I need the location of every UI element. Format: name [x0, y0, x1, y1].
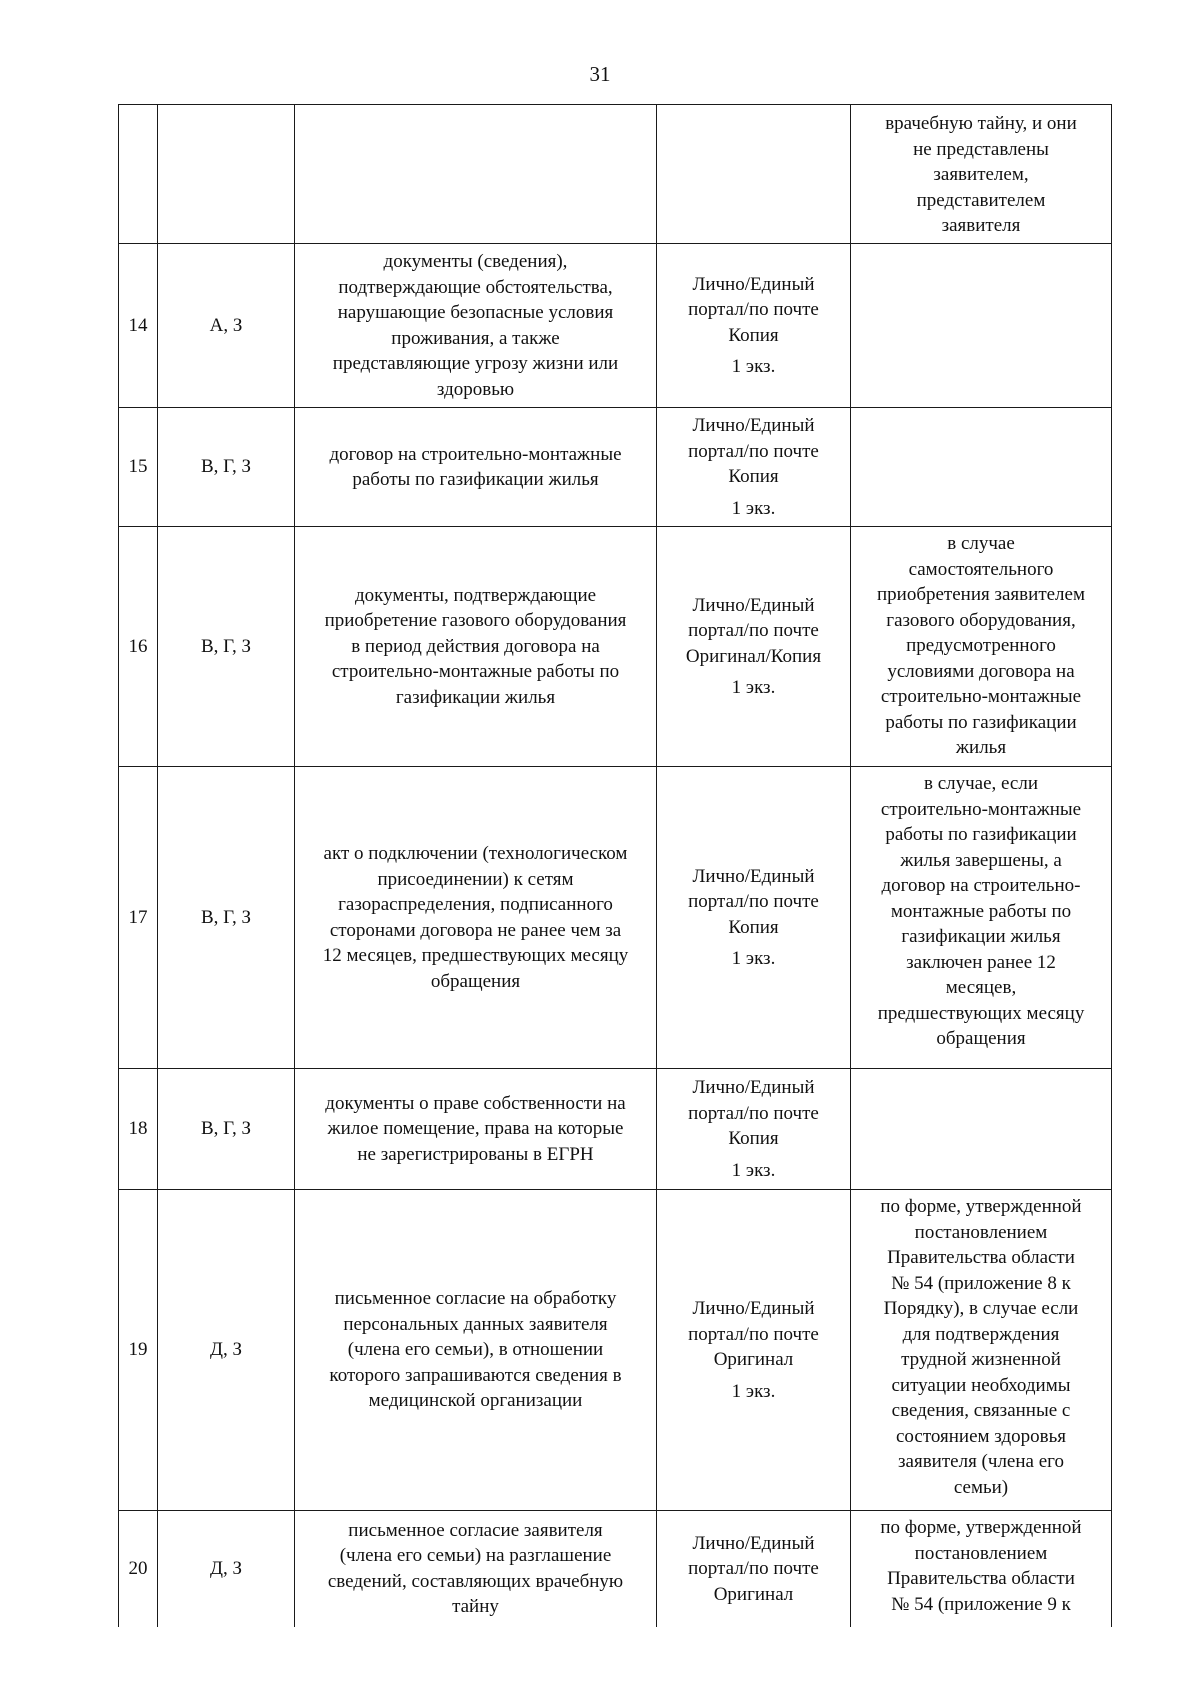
note-line: договор на строительно- [881, 875, 1081, 896]
submission-method-cell [657, 527, 851, 767]
copies-count: 1 экз. [731, 677, 776, 698]
document-name-line: приобретение газового оборудования [324, 610, 627, 632]
row-number-cell: 20 [119, 1511, 158, 1627]
document-name-line: тайну [452, 1596, 499, 1618]
submission-method-line: портал/по почте [688, 1323, 819, 1345]
note-line: газового оборудования, [886, 609, 1076, 631]
document-name-line: обращения [430, 970, 521, 992]
table-row [119, 1069, 1112, 1190]
note-cell [851, 105, 1112, 244]
note-cell [851, 767, 1112, 1069]
submission-method-line: Копия [728, 1128, 779, 1149]
note-line: работы по газификации [885, 824, 1077, 845]
submission-method-cell [657, 244, 851, 408]
document-name-line: письменное согласие на обработку [334, 1288, 617, 1310]
document-name-line: представляющие угрозу жизни или [332, 353, 619, 374]
submission-method-line: Лично/Единый [692, 415, 815, 436]
document-name-line: медицинской организации [368, 1390, 583, 1412]
note-line: заявителя (члена его [898, 1451, 1064, 1472]
submission-method-line: Лично/Единый [692, 1298, 815, 1319]
submission-method-line: Лично/Единый [692, 1532, 815, 1554]
note-cell [851, 1511, 1112, 1627]
document-name-line: документы (сведения), [383, 251, 568, 272]
submission-method-line: портал/по почте [688, 1102, 819, 1124]
category-cell: Д, З [158, 1511, 295, 1627]
document-name-line: подтверждающие обстоятельства, [338, 276, 613, 298]
document-name-cell [295, 767, 657, 1069]
submission-method-line: Копия [728, 466, 779, 487]
row-number-cell: 14 [119, 244, 158, 408]
submission-method-cell [657, 1069, 851, 1190]
row-number-cell: 19 [119, 1190, 158, 1511]
table-row [119, 408, 1112, 527]
note-line: № 54 (приложение 8 к [891, 1272, 1071, 1294]
note-line: жилья завершены, а [900, 849, 1062, 871]
category-cell: В, Г, З [158, 767, 295, 1069]
submission-method-line: Лично/Единый [692, 594, 815, 616]
note-line: Порядку), в случае если [883, 1298, 1079, 1319]
document-name-line: письменное согласие заявителя [348, 1519, 603, 1541]
document-name-line: жилое помещение, права на которые [327, 1118, 624, 1140]
category-cell: А, З [158, 244, 295, 408]
submission-method-line: портал/по почте [688, 620, 819, 641]
submission-method-cell [657, 767, 851, 1069]
copies-count: 1 экз. [731, 1380, 776, 1402]
table-row [119, 244, 1112, 408]
submission-method-line: портал/по почте [688, 299, 819, 320]
document-name-cell [295, 527, 657, 767]
note-line: представителем [916, 189, 1046, 211]
note-line: по форме, утвержденной [880, 1196, 1082, 1217]
copies-count: 1 экз. [731, 948, 776, 969]
note-line: работы по газификации [885, 711, 1077, 733]
submission-method-line: портал/по почте [688, 891, 819, 912]
note-line: постановлением [914, 1542, 1048, 1564]
document-name-cell [295, 408, 657, 527]
copies-count: 1 экз. [731, 497, 776, 519]
note-cell [851, 408, 1112, 527]
document-name-cell [295, 1511, 657, 1627]
document-name-line: сторонами договора не ранее чем за [329, 919, 622, 941]
document-name-line: персональных данных заявителя [343, 1313, 608, 1335]
table-body [119, 105, 1112, 1627]
submission-method-line: Оригинал [713, 1583, 794, 1605]
document-name-line: проживания, а также [391, 327, 560, 349]
table-row [119, 1190, 1112, 1511]
submission-method-line: портал/по почте [688, 440, 819, 462]
note-line: врачебную тайну, и они [885, 113, 1077, 135]
document-name-cell [295, 244, 657, 408]
note-cell [851, 1190, 1112, 1511]
document-name-line: газораспределения, подписанного [338, 894, 613, 915]
submission-method-line: Лично/Единый [692, 1077, 815, 1098]
note-line: в случае, если [923, 773, 1039, 794]
submission-method-line: Лично/Единый [692, 865, 815, 887]
note-cell [851, 527, 1112, 767]
copies-count: 1 экз. [731, 356, 776, 377]
submission-method-line: Оригинал/Копия [685, 645, 822, 667]
page-number: 31 [589, 62, 611, 86]
table-row [119, 105, 1112, 244]
submission-method-line: Оригинал [713, 1349, 794, 1370]
note-line: Правительства области [887, 1568, 1075, 1589]
note-line: сведения, связанные с [891, 1400, 1071, 1421]
note-line: монтажные работы по [890, 900, 1072, 922]
document-name-line: документы, подтверждающие [354, 584, 597, 606]
table-row [119, 767, 1112, 1069]
category-cell: Д, З [158, 1190, 295, 1511]
note-line: самостоятельного [908, 558, 1054, 580]
row-number-cell: 17 [119, 767, 158, 1069]
table-row [119, 527, 1112, 767]
document-name-line: присоединении) к сетям [377, 868, 574, 890]
note-line: для подтверждения [902, 1323, 1060, 1345]
row-number-cell: 18 [119, 1069, 158, 1190]
note-cell [851, 1069, 1112, 1190]
category-cell: В, Г, З [158, 527, 295, 767]
note-line: месяцев, [945, 977, 1017, 998]
documents-table [118, 104, 1112, 1627]
note-line: постановлением [914, 1221, 1048, 1243]
note-line: заявителя [941, 215, 1021, 237]
note-line: строительно-монтажные [880, 798, 1082, 820]
document-name-line: (члена его семьи), в отношении [347, 1339, 604, 1361]
note-line: обращения [936, 1028, 1026, 1049]
document-name-line: не зарегистрированы в ЕГРН [357, 1143, 594, 1165]
category-cell [158, 105, 295, 244]
document-name-line: нарушающие безопасные условия [337, 302, 614, 323]
document-name-line: 12 месяцев, предшествующих месяцу [322, 945, 629, 966]
note-line: приобретения заявителем [877, 584, 1085, 605]
document-name-line: работы по газификации жилья [352, 469, 599, 490]
submission-method-cell [657, 1511, 851, 1627]
submission-method-line: Копия [728, 324, 779, 346]
document-name-line: строительно-монтажные работы по [331, 661, 620, 683]
document-name-cell [295, 1190, 657, 1511]
submission-method-line: портал/по почте [688, 1558, 819, 1579]
note-line: заявителем, [933, 164, 1029, 186]
note-line: предусмотренного [906, 635, 1056, 656]
document-name-line: газификации жилья [395, 686, 556, 708]
submission-method-cell [657, 408, 851, 527]
document-name-cell [295, 105, 657, 244]
document-name-line: здоровью [436, 378, 515, 400]
note-line: не представлены [913, 138, 1049, 160]
note-line: по форме, утвержденной [880, 1517, 1082, 1538]
submission-method-line: Копия [728, 916, 779, 938]
note-line: заключен ранее 12 [906, 951, 1056, 973]
note-line: состоянием здоровья [895, 1425, 1067, 1447]
row-number-cell: 16 [119, 527, 158, 767]
document-name-cell [295, 1069, 657, 1190]
note-line: жилья [955, 737, 1007, 758]
note-line: газификации жилья [901, 926, 1061, 947]
category-cell: В, Г, З [158, 408, 295, 527]
row-number-cell [119, 105, 158, 244]
document-name-line: в период действия договора на [351, 635, 600, 657]
note-line: условиями договора на [887, 660, 1075, 682]
note-cell [851, 244, 1112, 408]
note-line: ситуации необходимы [891, 1374, 1071, 1396]
document-name-line: акт о подключении (технологическом [323, 843, 628, 864]
document-name-line: договор на строительно-монтажные [329, 443, 622, 465]
note-line: в случае [947, 533, 1015, 554]
copies-count: 1 экз. [731, 1159, 776, 1181]
document-name-line: документы о праве собственности на [325, 1092, 626, 1114]
note-line: № 54 (приложение 9 к [891, 1593, 1071, 1615]
note-line: семьи) [953, 1476, 1009, 1498]
note-line: трудной жизненной [901, 1349, 1061, 1370]
submission-method-cell [657, 105, 851, 244]
submission-method-line: Лично/Единый [692, 273, 815, 295]
submission-method-cell [657, 1190, 851, 1511]
note-line: строительно-монтажные [880, 686, 1082, 707]
row-number-cell: 15 [119, 408, 158, 527]
document-name-line: (члена его семьи) на разглашение [339, 1545, 612, 1567]
note-line: Правительства области [887, 1247, 1075, 1268]
category-cell: В, Г, З [158, 1069, 295, 1190]
table-row [119, 1511, 1112, 1627]
document-name-line: сведений, составляющих врачебную [327, 1570, 624, 1592]
document-name-line: которого запрашиваются сведения в [329, 1364, 622, 1386]
note-line: предшествующих месяцу [877, 1002, 1085, 1024]
